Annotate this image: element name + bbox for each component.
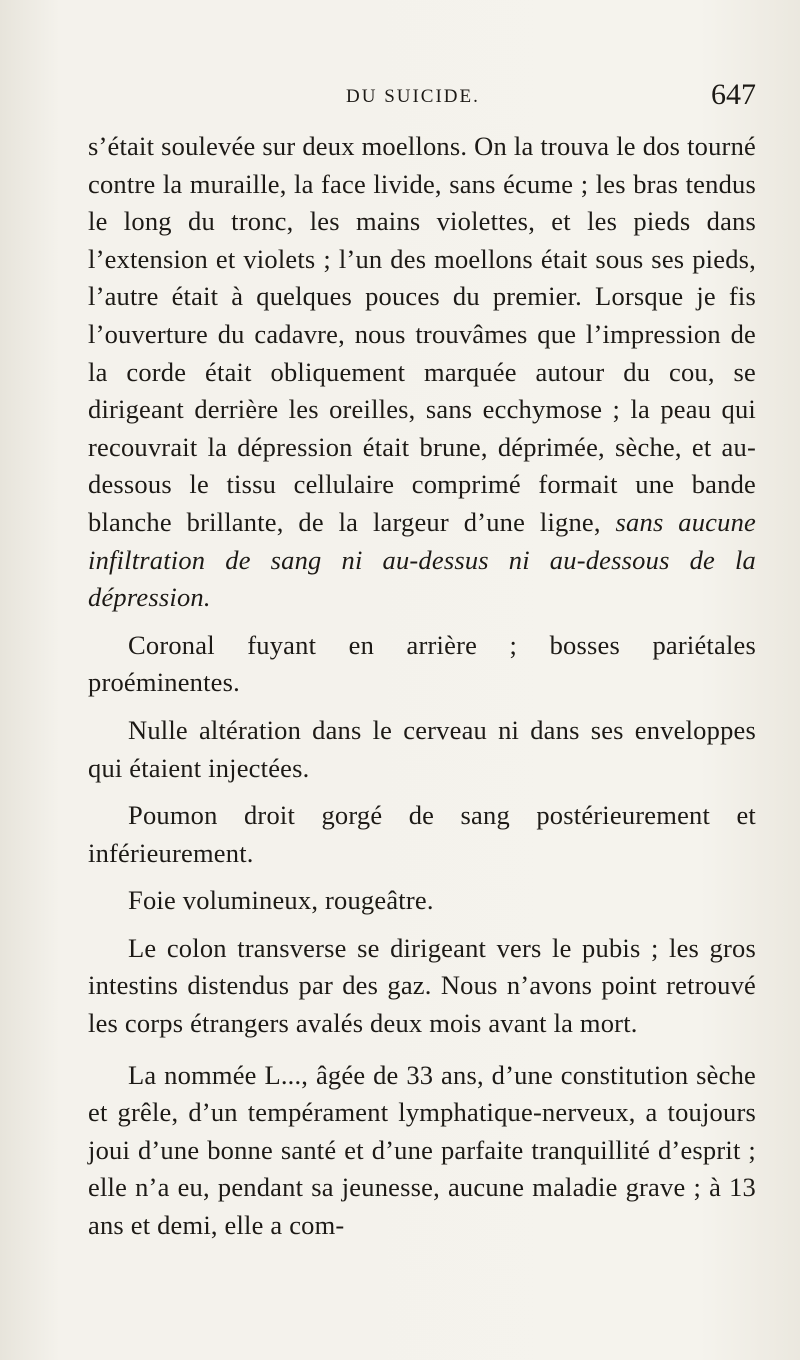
- paragraph-foie: Foie volumineux, rougeâtre.: [128, 885, 434, 916]
- page-header: [88, 0, 756, 128]
- paragraph-text: s’était soulevée sur deux moellons. On la trouva le dos tourné contre la muraille, la face livide, sans écume ; les bras tendus le long du tronc, les mains violettes, et les pieds dans l’extension et violets ; l’un des moellons était sous ses pieds, l’autre était à quelques pouces du premier. Lorsque je fis l’ouverture du cadavre, nous trouvâmes que l’impression de la corde était obliquement marquée autour du cou, se dirigeant derrière les oreilles, sans ecchymose ; la peau qui recouvrait la dépression était brune, déprimée, sèche, et au-dessous le tissu cellulaire comprimé formait une bande blanche brillante, de la largeur d’une ligne,: [88, 131, 756, 537]
- paragraph-case-l: La nommée L..., âgée de 33 ans, d’une constitution sèche et grêle, d’un tempérament lymphatique-nerveux, a toujours joui d’une bonne santé et d’une parfaite tranquillité d’esprit ; elle n’a eu, pendant sa jeunesse, aucune maladie grave ; à 13 ans et demi, elle a com-: [88, 1059, 756, 1241]
- paragraph-cerveau: Nulle altération dans le cerveau ni dans ses enveloppes qui étaient injectées.: [88, 714, 756, 783]
- paragraph-colon: Le colon transverse se dirigeant vers le pubis ; les gros intestins distendus par des gaz. Nous n’avons point retrouvé les corps étrangers avalés deux mois avant la mort.: [88, 932, 756, 1039]
- paragraph-autopsy-description: [88, 128, 756, 617]
- page-body: [88, 128, 756, 1245]
- paragraph-poumon: Poumon droit gorgé de sang postérieurement et inférieurement.: [88, 800, 756, 868]
- running-head: DU SUICIDE.: [346, 86, 480, 107]
- page-number: 647: [711, 78, 756, 111]
- paragraph-coronal: Coronal fuyant en arrière ; bosses pariétales proéminentes.: [88, 629, 756, 698]
- italic-phrase: sans aucune infiltration de sang ni au-dessus ni au-dessous de la dépression.: [88, 506, 757, 613]
